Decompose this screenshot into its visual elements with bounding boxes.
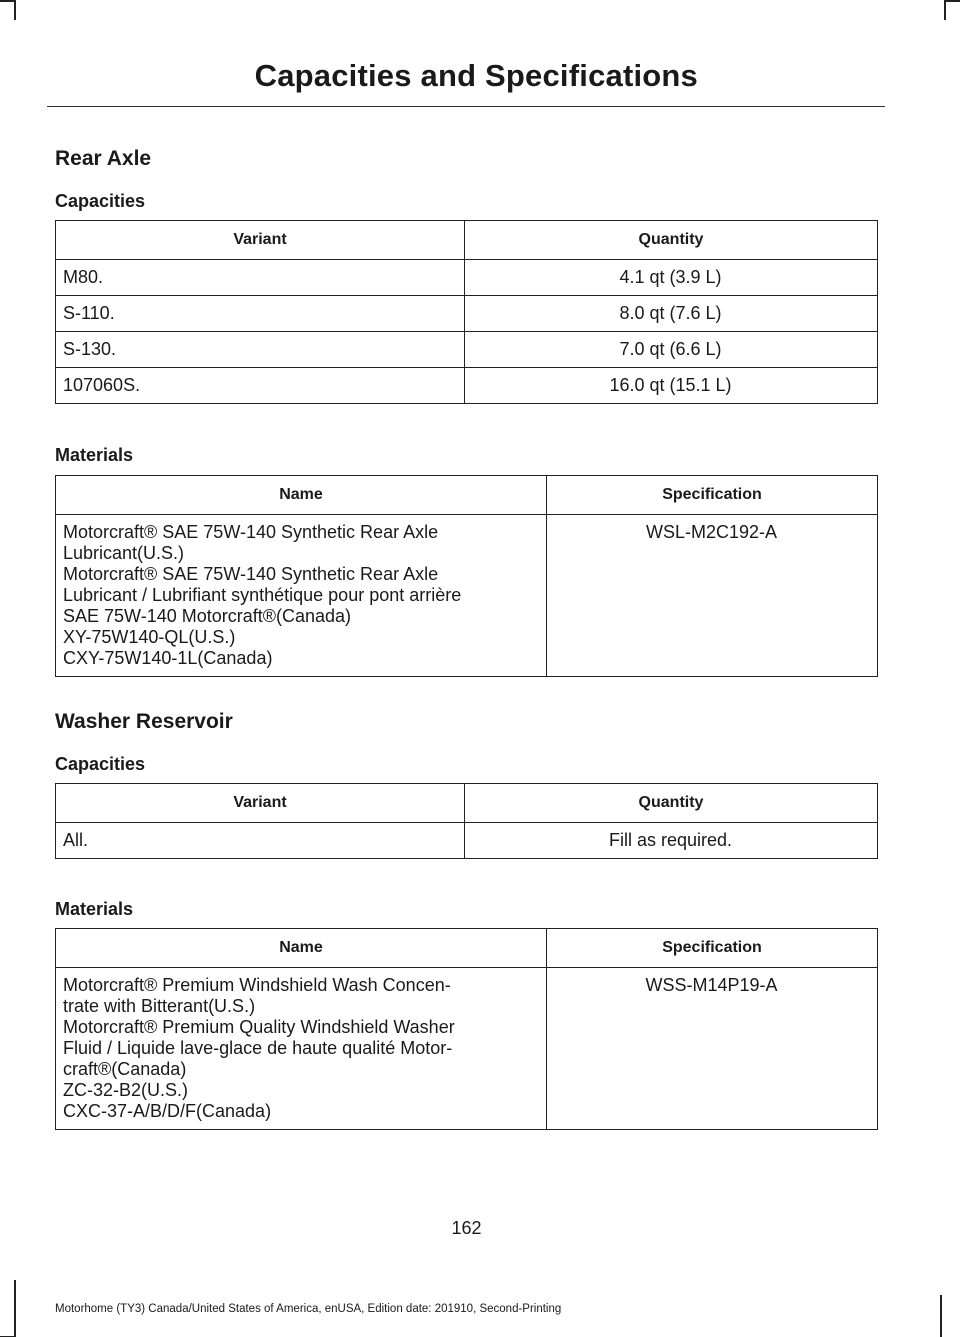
table-row	[56, 296, 878, 332]
crop-mark	[14, 1280, 16, 1337]
material-name-line: Fluid / Liquide lave-glace de haute qualité Motor-	[63, 1038, 453, 1058]
table-row	[56, 260, 878, 296]
rear-axle-materials-heading: Materials	[55, 445, 134, 465]
quantity-cell: Fill as required.	[465, 823, 878, 859]
crop-mark	[944, 0, 946, 20]
washer-reservoir-section	[55, 709, 878, 1121]
washer-capacities-heading: Capacities	[55, 754, 146, 774]
table-row	[56, 515, 878, 677]
table-row	[56, 968, 878, 1130]
crop-mark	[940, 1295, 942, 1337]
variant-cell: All.	[56, 823, 465, 859]
rear-axle-section	[55, 146, 878, 668]
material-name-line: Motorcraft® SAE 75W-140 Synthetic Rear Axle	[63, 522, 439, 542]
table-header-row	[56, 929, 878, 968]
specification-cell: WSS-M14P19-A	[547, 968, 878, 1130]
table-row	[56, 823, 878, 859]
table-header-row	[56, 221, 878, 260]
rear-axle-materials-table	[55, 475, 878, 677]
material-name-line: CXY-75W140-1L(Canada)	[63, 648, 273, 668]
material-name-line: Motorcraft® Premium Windshield Wash Concen-	[63, 975, 451, 995]
column-header-specification: Specification	[547, 476, 878, 515]
material-name-line: trate with Bitterant(U.S.)	[63, 996, 256, 1016]
column-header-variant: Variant	[56, 221, 465, 260]
washer-materials-table	[55, 928, 878, 1130]
rear-axle-capacities-table	[55, 220, 878, 404]
quantity-cell: 8.0 qt (7.6 L)	[465, 296, 878, 332]
column-header-quantity: Quantity	[465, 221, 878, 260]
column-header-name: Name	[56, 476, 547, 515]
footer-text: Motorhome (TY3) Canada/United States of America, enUSA, Edition date: 201910, Second-Printing	[55, 1303, 562, 1315]
variant-cell: 107060S.	[56, 368, 465, 404]
table-header-row	[56, 476, 878, 515]
rear-axle-capacities-heading: Capacities	[55, 191, 146, 211]
page-title: Capacities and Specifications	[254, 58, 698, 93]
quantity-cell: 7.0 qt (6.6 L)	[465, 332, 878, 368]
variant-cell: S-130.	[56, 332, 465, 368]
material-name-cell	[56, 515, 547, 677]
page-number: 162	[451, 1218, 482, 1238]
washer-reservoir-heading: Washer Reservoir	[55, 710, 233, 733]
crop-mark	[946, 0, 960, 2]
material-name-line: XY-75W140-QL(U.S.)	[63, 627, 236, 647]
variant-cell: S-110.	[56, 296, 465, 332]
washer-materials-heading: Materials	[55, 899, 134, 919]
crop-mark	[0, 0, 14, 2]
column-header-name: Name	[56, 929, 547, 968]
rear-axle-heading: Rear Axle	[55, 147, 152, 170]
material-name-line: Motorcraft® Premium Quality Windshield Washer	[63, 1017, 455, 1037]
material-name-line: Lubricant(U.S.)	[63, 543, 185, 563]
material-name-line: SAE 75W-140 Motorcraft®(Canada)	[63, 606, 352, 626]
washer-capacities-table	[55, 783, 878, 859]
quantity-cell: 4.1 qt (3.9 L)	[465, 260, 878, 296]
quantity-cell: 16.0 qt (15.1 L)	[465, 368, 878, 404]
table-row	[56, 332, 878, 368]
material-name-line: Lubricant / Lubrifiant synthétique pour pont arrière	[63, 585, 462, 605]
material-name-line: craft®(Canada)	[63, 1059, 187, 1079]
title-divider	[47, 106, 885, 107]
specification-cell: WSL-M2C192-A	[547, 515, 878, 677]
variant-cell: M80.	[56, 260, 465, 296]
table-header-row	[56, 784, 878, 823]
crop-mark	[14, 0, 16, 20]
table-row	[56, 368, 878, 404]
column-header-quantity: Quantity	[465, 784, 878, 823]
column-header-variant: Variant	[56, 784, 465, 823]
column-header-specification: Specification	[547, 929, 878, 968]
material-name-line: ZC-32-B2(U.S.)	[63, 1080, 189, 1100]
material-name-line: CXC-37-A/B/D/F(Canada)	[63, 1101, 272, 1121]
material-name-cell	[56, 968, 547, 1130]
material-name-line: Motorcraft® SAE 75W-140 Synthetic Rear Axle	[63, 564, 439, 584]
